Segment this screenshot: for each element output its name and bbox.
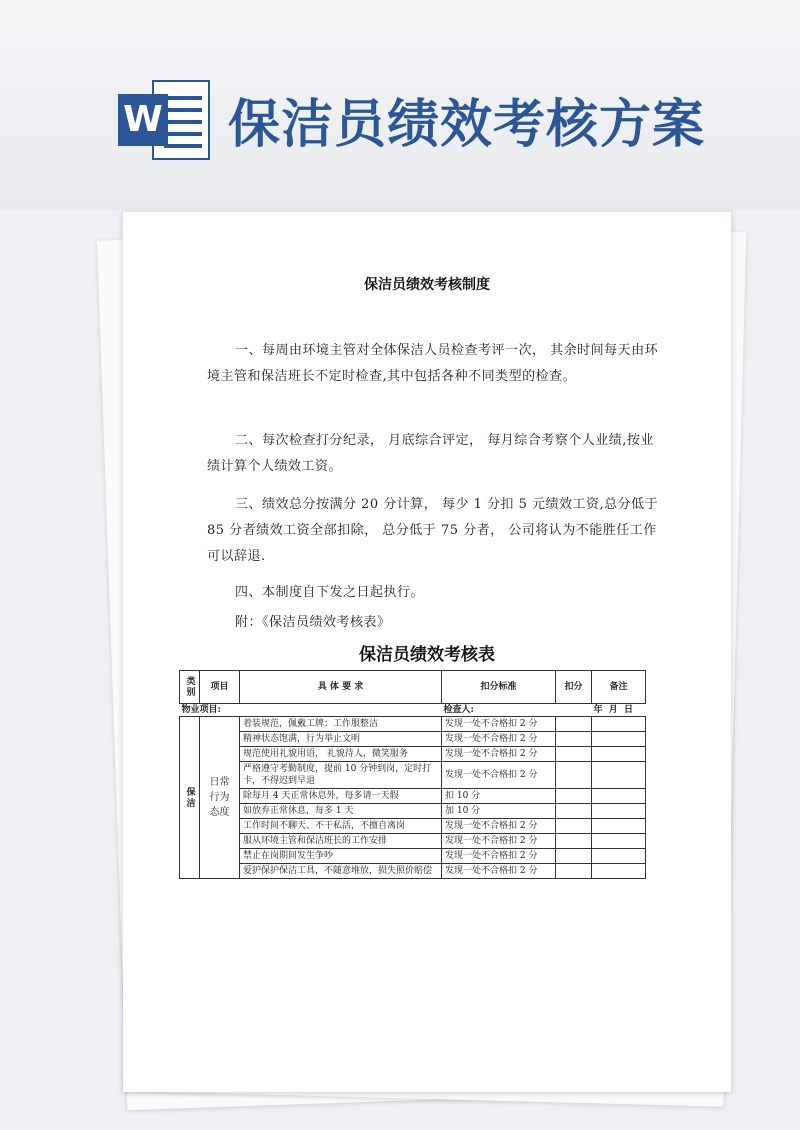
project-label: 物业项目: [181,705,221,715]
paragraph-1: 一、每周由环境主管对全体保洁人员检查考评一次， 其余时间每天由环境主管和保洁班长不定时检查,其中包括各种不同类型的检查。 [207,343,659,384]
table-row [180,834,646,849]
header-requirement: 具 体 要 求 [240,671,442,704]
remarks-cell[interactable] [592,747,646,762]
remarks-cell[interactable] [592,732,646,747]
requirement-cell: 严格遵守考勤制度，提前 10 分钟到岗，定时打卡，不得迟到早退 [240,762,442,789]
header-deduction-standard: 扣分标准 [442,671,556,704]
requirement-cell: 工作时间不聊天、不干私活，不擅自离岗 [240,819,442,834]
table-title: 保洁员绩效考核表 [359,645,495,665]
remarks-cell[interactable] [592,849,646,864]
requirement-cell: 如放弃正常休息，每多 1 天 [240,804,442,819]
table-row [180,732,646,747]
deduction-cell[interactable] [556,834,592,849]
table-row [180,747,646,762]
standard-cell: 发现一处不合格扣 2 分 [442,717,556,732]
requirement-cell: 除每月 4 天正常休息外，每多请一天假 [240,789,442,804]
standard-cell: 发现一处不合格扣 2 分 [442,732,556,747]
deduction-cell[interactable] [556,849,592,864]
requirement-cell: 爱护保护保洁工具，不随意堆放，损失照价赔偿 [240,864,442,879]
header-category: 类别 [180,671,200,704]
remarks-cell[interactable] [592,789,646,804]
table-row [180,819,646,834]
paragraph-3: 三、绩效总分按满分 20 分计算， 每少 1 分扣 5 元绩效工资,总分低于 85 分者绩效工资全部扣除， 总分低于 75 分者， 公司将认为不能胜任工作可以辞退. [207,497,659,564]
word-letter-icon: W [118,94,168,146]
assessment-table [179,670,646,879]
requirement-cell: 服从环境主管和保洁班长的工作安排 [240,834,442,849]
item-cell: 日常行为态度 [200,717,240,879]
table-header-row [180,671,646,704]
deduction-cell[interactable] [556,717,592,732]
document-title: 保洁员绩效考核制度 [364,277,490,293]
paragraph-4: 四、本制度自下发之日起执行。 [235,585,425,600]
standard-cell: 发现一处不合格扣 2 分 [442,849,556,864]
deduction-cell[interactable] [556,732,592,747]
standard-cell: 发现一处不合格扣 2 分 [442,762,556,789]
standard-cell: 扣 10 分 [442,789,556,804]
standard-cell: 发现一处不合格扣 2 分 [442,747,556,762]
word-doc-icon [118,80,210,160]
table-row [180,717,646,732]
inspector-label: 检查人: [443,705,474,715]
table-row [180,804,646,819]
header-item: 项目 [200,671,240,704]
standard-cell: 发现一处不合格扣 2 分 [442,864,556,879]
meta-row [180,704,646,717]
remarks-cell[interactable] [592,762,646,789]
remarks-cell[interactable] [592,819,646,834]
standard-cell: 发现一处不合格扣 2 分 [442,834,556,849]
category-cell: 保洁 [180,717,200,879]
requirement-cell: 着装规范，佩戴工牌；工作服整洁 [240,717,442,732]
header-deduction: 扣分 [556,671,592,704]
banner [0,0,800,210]
standard-cell: 发现一处不合格扣 2 分 [442,819,556,834]
table-row [180,864,646,879]
document-page [123,212,731,1092]
table-row [180,789,646,804]
requirement-cell: 精神状态饱满，行为举止文明 [240,732,442,747]
header-remarks: 备注 [592,671,646,704]
deduction-cell[interactable] [556,819,592,834]
deduction-cell[interactable] [556,762,592,789]
deduction-cell[interactable] [556,747,592,762]
deduction-cell[interactable] [556,864,592,879]
table-row [180,849,646,864]
remarks-cell[interactable] [592,717,646,732]
remarks-cell[interactable] [592,804,646,819]
banner-title: 保洁员绩效考核方案 [228,95,706,155]
deduction-cell[interactable] [556,789,592,804]
remarks-cell[interactable] [592,834,646,849]
remarks-cell[interactable] [592,864,646,879]
standard-cell: 加 10 分 [442,804,556,819]
deduction-cell[interactable] [556,804,592,819]
requirement-cell: 规范使用礼貌用语， 礼貌待人，微笑服务 [240,747,442,762]
paragraph-2: 二、每次检查打分纪录， 月底综合评定， 每月综合考察个人业绩,按业绩计算个人绩效工资。 [207,433,654,474]
date-label: 年 月 日 [593,705,634,715]
paragraph-5: 附：《保洁员绩效考核表》 [235,615,391,630]
requirement-cell: 禁止在岗期间发生争吵 [240,849,442,864]
table-row [180,762,646,789]
